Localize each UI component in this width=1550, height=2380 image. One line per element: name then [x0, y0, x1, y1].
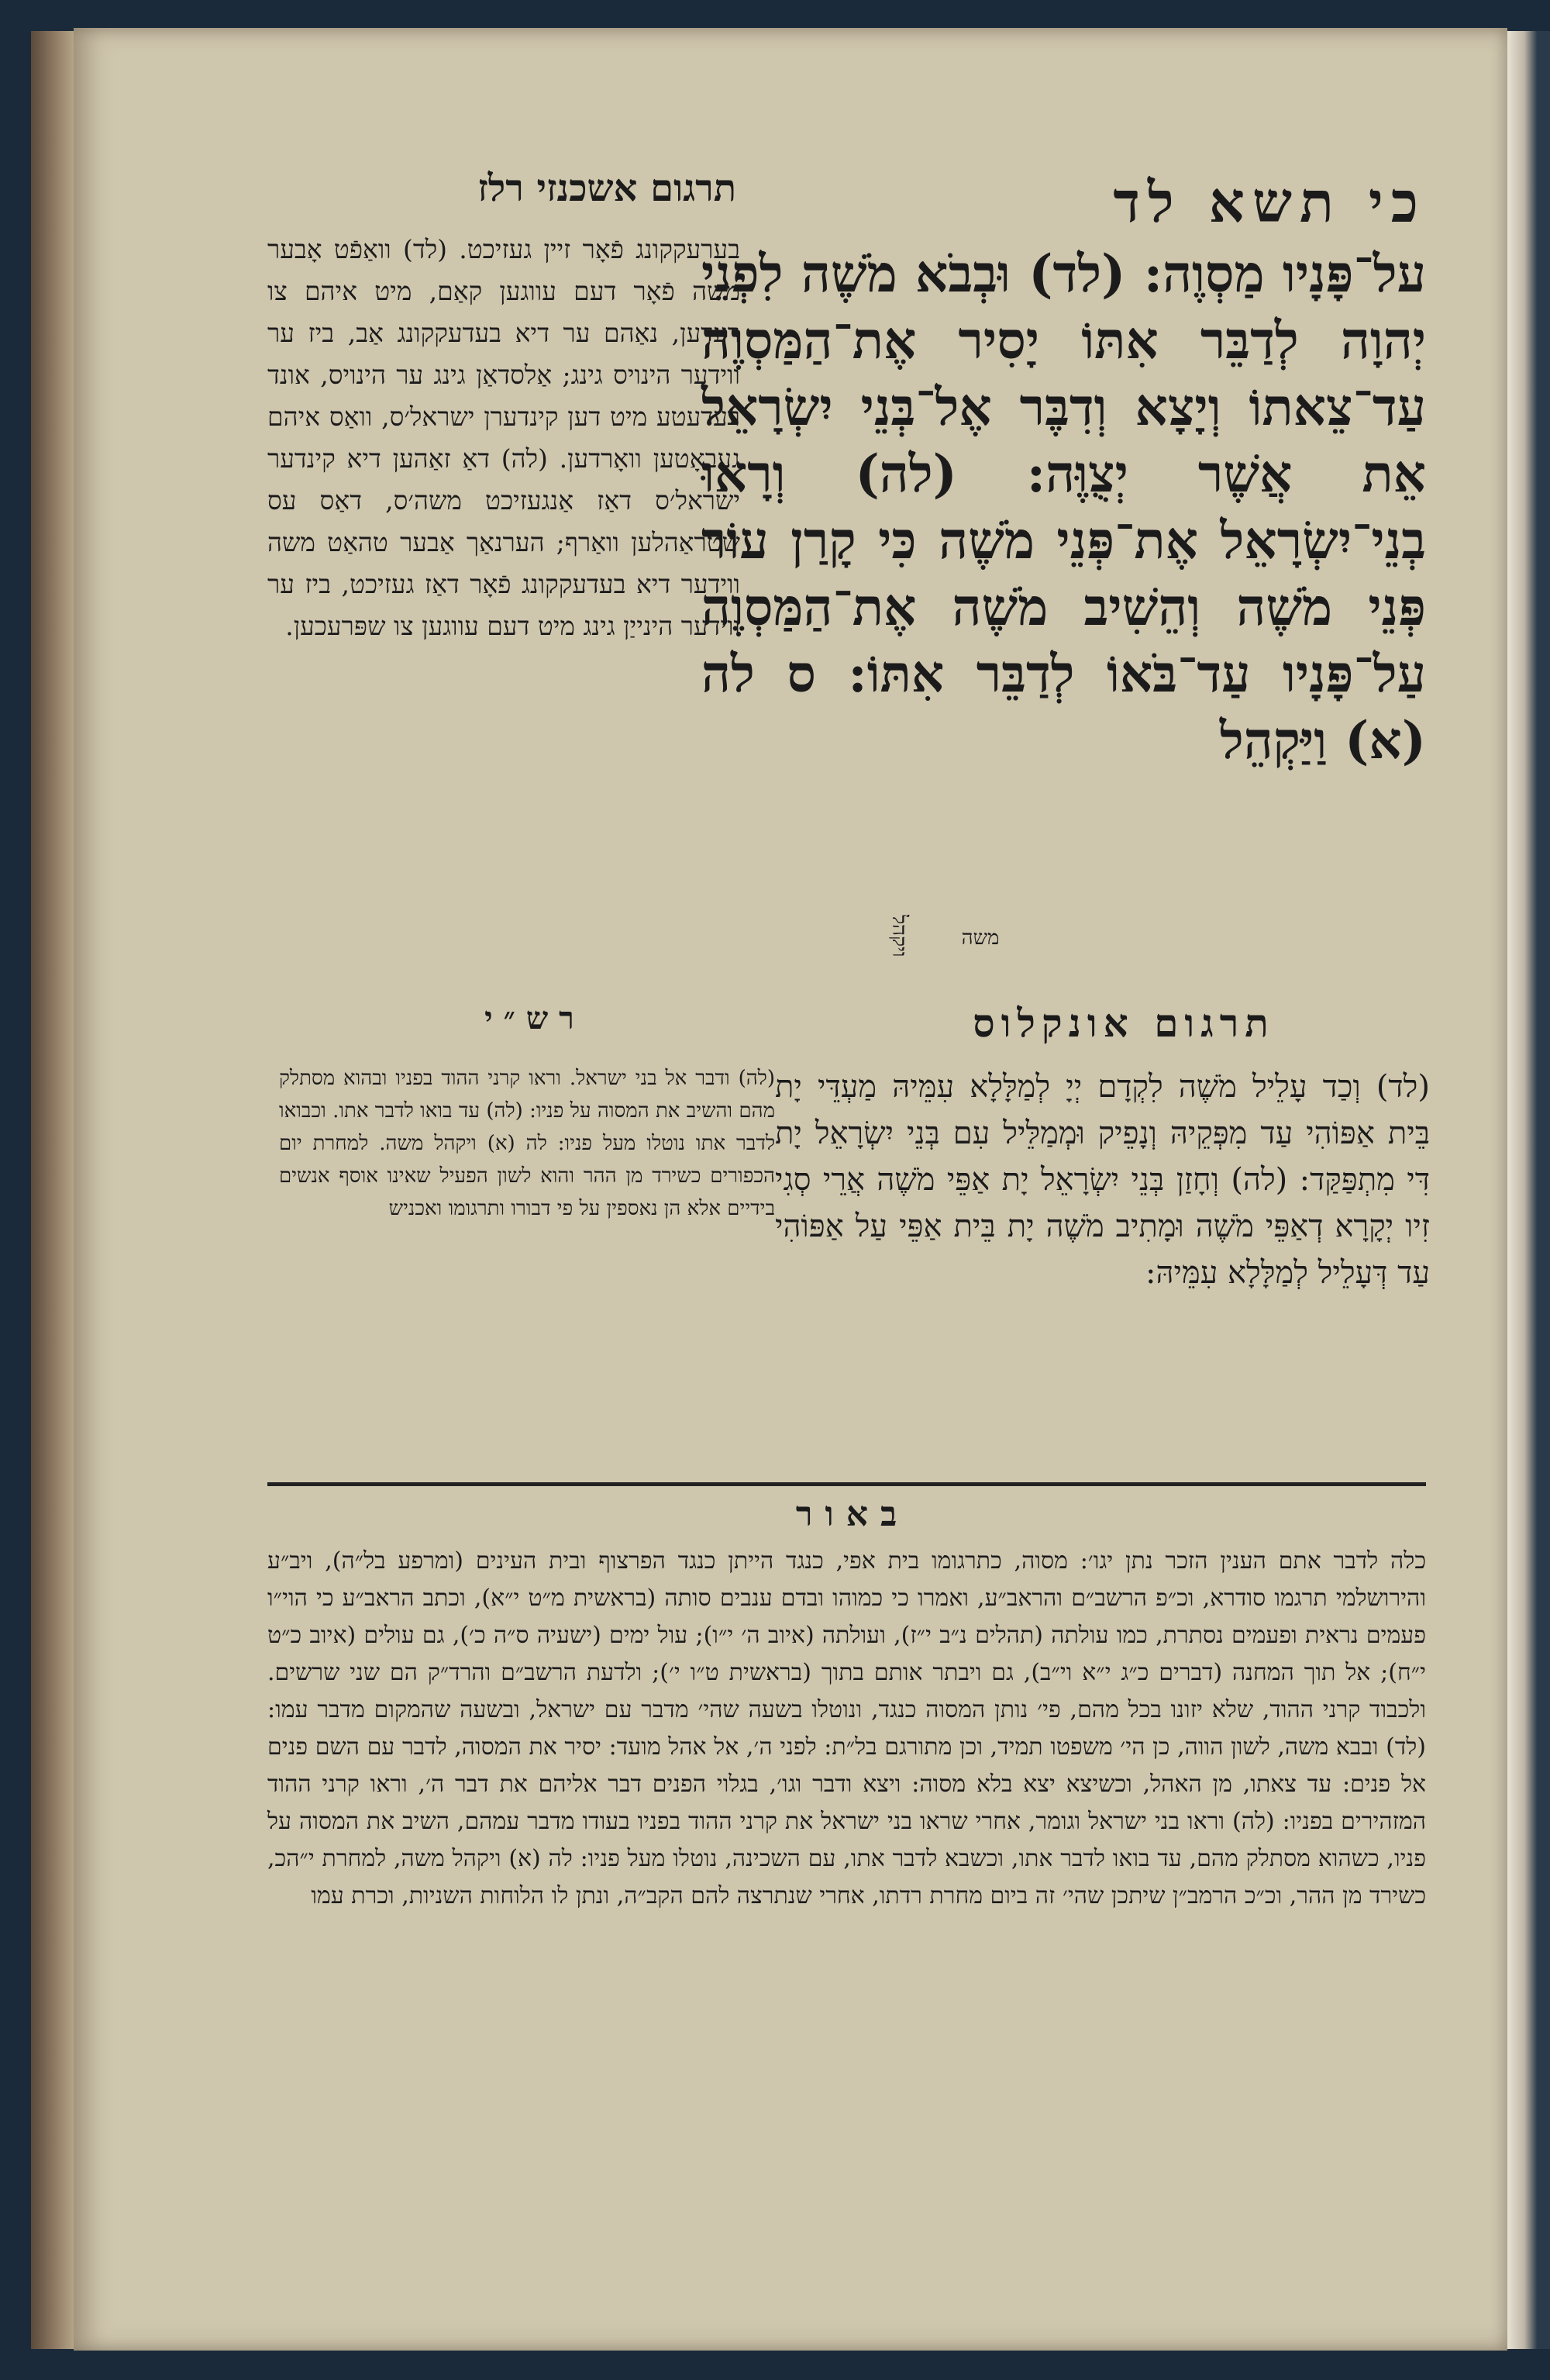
rashi-text: (לה) ודבר אל בני ישראל. וראו קרני ההוד בפניו ובהוא מסתלק מהם והשיב את המסוה על פניו: (לה) עד בואו לדבר אתו. וכבואו לדבר אתו נוטלו מעל פניו: לה (א) ויקהל משה. למחרת יום הכפורים כשירד מן ההר והוא לשון הפעיל שאינו אוסף אנשים בידיים אלא הן נאספין על פי דבורו ותרגומו ואכניש [279, 1067, 775, 1220]
onkelos-text: (לד) וְכַד עָלֵיל מֹשֶׁה לִקְדָם יְיָ לְמַלָּלָא עִמֵּיהּ מַעְדֵּי יָת בֵּית אַפּוֹהִי עַד מִפְּקֵיהּ וְנָפֵיק וּמְמַלֵּיל עִם בְּנֵי יִשְׂרָאֵל יָת דִּי מִתְפַּקַּד: (לה) וְחָזַן בְּנֵי יִשְׂרָאֵל יָת אַפֵּי מֹשֶׁה אֲרֵי סְגִי זִיו יְקָרָא דְאַפֵּי מֹשֶׁה וּמָתִיב מֹשֶׁה יָת בֵּית אַפֵּי עַל אַפּוֹהִי עַד דְּעָלֵיל לְמַלָּלָא עִמֵּיהּ: [775, 1069, 1430, 1291]
targum-ashkenazi-header: תרגום אשכנזי רלז [477, 167, 736, 210]
biur-text: כלה לדבר אתם הענין הזכר נתן יגו׳: מסוה, כתרגומו בית אפי, כנגד הייתן כנגד הפרצוף ובית העינים (ומרפע בל״ה), ויב״ע והירושלמי תרגמו סודרא, וכ״פ הרשב״ם והראב״ע, ואמרו כי כמוהו ובדם ענבים סותה (בראשית מ״ט י״א), וכתב הראב״ע כי הוי״ו פעמים נראית ופעמים נסתרת, כמו עולתה (תהלים נ״ב י״ז), ועולתה (איוב ה׳ י״ו); עול ימים (ישעיה ס״ה כ׳), גם עולים (איוב כ״ט י״ח); אל תוך המחנה (דברים כ״ג י״א וי״ב), גם ויבתר אותם בתוך (בראשית ט״ו י׳); ולדעת הרשב״ם והרד״ק הם שני שרשים. ולכבוד קרני ההוד, שלא יזונו בכל מהם, פי׳ נותן המסוה כנגד, ונוטלו בשעה שהי׳ מדבר עם ישראל, ובשעה שהמקום מדבר עמו: (לד) ובבא משה, לשון הווה, כן הי׳ משפטו תמיד, וכן מתורגם בל״ת: לפני ה׳, אל אהל מועד: יסיר את המסוה, לדבר עם השם פנים אל פנים: עד צאתו, מן האהל, וכשיצא יצא בלא מסוה: ויצא ודבר וגו׳, בגלוי הפנים דבר אליהם את דבר ה׳, וראו קרני ההוד המזהירים בפניו: (לה) וראו בני ישראל וגומר, אחרי שראו בני ישראל את קרני ההוד בפניו בעודו מדבר עמהם, השיב את המסוה על פניו, כשהוא מסתלק מהם, עד בואו לדבר אתו, וכשבא לדבר אתו, עם השכינה, נוטלו מעל פניו: לה (א) ויקהל משה, למחרת י״הכ, כשירד מן ההר, וכ״כ הרמב״ן שיתכן שהי׳ זה ביום מחרת רדתו, אחרי שנתרצה להם הקב״ה, ונתן לו הלוחות השניות, וכרת עמו [267, 1547, 1426, 1909]
biur-header: באור [795, 1495, 910, 1534]
onkelos-header: תרגום אונקלוס [973, 1000, 1275, 1046]
targum-ashkenazi-text: בערעקקונג פֿאָר זיין געזיכט. (לד) וואַפֿט אָבער משה פֿאָר דעם עווגען קאַם, מיט איהם צו רעדען, נאַהם ער דיא בעדעקקונג אַב, ביז ער ווידער הינויס גינג; אַלסדאַן גינג ער הינויס, אונד רעדעטע מיט דען קינדערן ישראל׳ס, וואַס איהם געבאָטען וואָרדען. (לה) דאַ זאַהען דיא קינדער ישראל׳ס דאַז אַנגעזיכט משה׳ס, דאַס עס שטראַהלען וואַרף; הערנאַך אַבער טהאַט משה ווידער דיא בעדעקקונג פֿאָר דאַז געזיכט, ביז ער ווידער הינייַן גינג מיט דעם עווגען צו שפּרעכען. [267, 234, 740, 641]
section-divider [267, 1482, 1426, 1486]
margin-parsha-note: ויקהל [887, 915, 911, 957]
torah-text: על־פָּנָיו מַסְוֶה: (לד) וּבְבֹא מֹשֶׁה לִפְנֵי יְהוָה לְדַבֵּר אִתּוֹ יָסִיר אֶת־הַמַּסְוֶה עַד־צֵאתוֹ וְיָצָא וְדִבֶּר אֶל־בְּנֵי יִשְׂרָאֵל אֵת אֲשֶׁר יְצֻוֶּה: (לה) וְרָאוּ בְנֵי־יִשְׂרָאֵל אֶת־פְּנֵי מֹשֶׁה כִּי קָרַן עוֹר פְּנֵי מֹשֶׁה וְהֵשִׁיב מֹשֶׁה אֶת־הַמַּסְוֶה עַל־פָּנָיו עַד־בֹּאוֹ לְדַבֵּר אִתּוֹ: ס לה (א) וַיַּקְהֵל [701, 243, 1426, 771]
running-header: כי תשא לד [1113, 169, 1426, 235]
catchword: משה [961, 926, 1000, 950]
rashi-header: רש״י [484, 1000, 585, 1037]
next-page-edge [1507, 31, 1550, 2349]
